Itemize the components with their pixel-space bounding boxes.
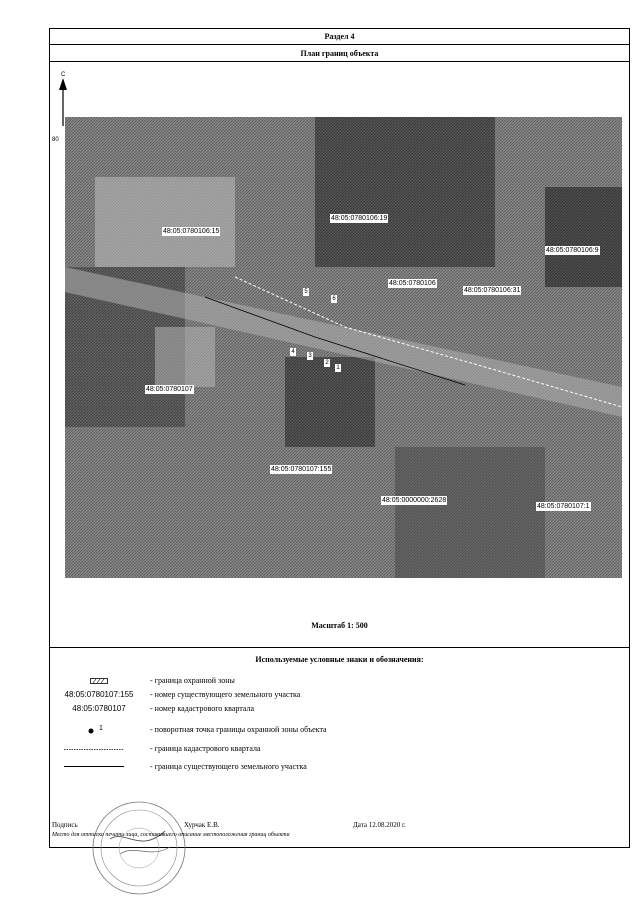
signature-date: Дата 12.08.2020 г. bbox=[353, 821, 406, 829]
boundary-point: 1 bbox=[336, 365, 340, 371]
parcel-label: 48:05:0780106:31 bbox=[464, 287, 521, 294]
document-frame bbox=[49, 28, 630, 848]
parcel-boundary-line-icon bbox=[64, 765, 124, 768]
legend-symbol-point: 1 bbox=[99, 725, 103, 732]
boundary-point: 2 bbox=[325, 360, 329, 366]
signer-name: Хурчак Е.В. bbox=[184, 821, 220, 829]
parcel-label: 48:05:0780106 bbox=[389, 280, 436, 287]
legend-text: - граница существующего земельного участка bbox=[150, 762, 307, 771]
boundary-point: 3 bbox=[308, 353, 312, 359]
map-area bbox=[50, 62, 629, 648]
parcel-label: 48:05:0780106:9 bbox=[546, 247, 599, 254]
page-title: План границ объекта bbox=[50, 45, 629, 62]
boundary-point: 6 bbox=[332, 296, 336, 302]
legend-title: Используемые условные знаки и обозначения: bbox=[255, 655, 424, 664]
quarter-boundary-line-icon bbox=[64, 748, 124, 751]
legend-text: - номер кадастрового квартала bbox=[150, 704, 255, 713]
parcel-label: 48:05:0780106:19 bbox=[331, 215, 388, 222]
boundary-point: 5 bbox=[304, 289, 308, 295]
legend-text: - граница охранной зоны bbox=[150, 676, 235, 685]
section-header: Раздел 4 bbox=[50, 29, 629, 45]
north-scale-text: 80 bbox=[52, 137, 59, 143]
legend-symbol-quarter-number: 48:05:0780107 bbox=[72, 704, 126, 713]
turning-point-icon bbox=[88, 728, 94, 734]
protection-zone-symbol-icon bbox=[90, 678, 108, 684]
legend-text: - номер существующего земельного участка bbox=[150, 690, 301, 699]
parcel-label: 48:05:0780107 bbox=[146, 386, 193, 393]
parcel-label: 48:05:0000000:2628 bbox=[382, 497, 447, 504]
parcel-label: 48:05:0780107:155 bbox=[271, 466, 332, 473]
boundary-point: 4 bbox=[291, 349, 295, 355]
map-scale: Масштаб 1: 500 bbox=[311, 621, 368, 630]
signature-label: Подпись bbox=[52, 821, 78, 829]
legend-symbol-parcel-number: 48:05:0780107:155 bbox=[64, 690, 134, 699]
seal-stamp-icon bbox=[90, 799, 188, 897]
stamp-note: Место для оттиска печати лица, составившего описание местоположения границ объекта bbox=[52, 832, 290, 838]
legend-text: - граница кадастрового квартала bbox=[150, 744, 261, 753]
legend-text: - поворотная точка границы охранной зоны объекта bbox=[150, 725, 327, 734]
parcel-label: 48:05:0780107:1 bbox=[537, 503, 590, 510]
parcel-label: 48:05:0780106:15 bbox=[163, 228, 220, 235]
svg-text:С: С bbox=[61, 72, 66, 78]
